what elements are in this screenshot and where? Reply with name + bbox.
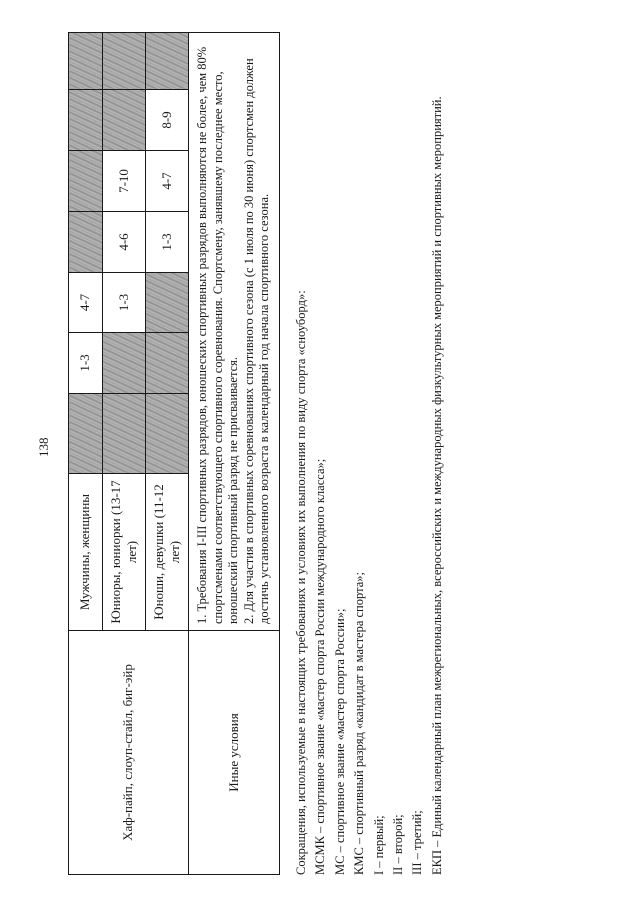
condition-2: 2. Для участия в спортивных соревнованиях спортивного сезона (с 1 июля по 30 июня) спортсмен должен достичь установленного возраста в календарный год начала спортивного сезона.: [241, 58, 272, 624]
value-cell: 4-7: [146, 151, 189, 212]
note-item: ЕКП – Единый календарный план межрегиональных, всероссийских и международных физкультурных мероприятий и спортивных мероприятий.: [429, 96, 444, 875]
value-cell: 8-9: [146, 90, 189, 151]
value-cell: [69, 151, 103, 212]
value-cell: [69, 33, 103, 90]
value-cell: [103, 33, 146, 90]
note-item: I – первый;: [371, 815, 386, 875]
page-number: 138: [36, 437, 51, 457]
value-cell: [146, 394, 189, 474]
discipline-cell: Хаф-пайп, слоуп-стайл, биг-эйр: [69, 631, 189, 875]
note-item: МС – спортивное звание «мастер спорта России»;: [332, 608, 347, 875]
value-cell: [146, 333, 189, 394]
value-cell: [69, 212, 103, 273]
value-cell: 1-3: [146, 212, 189, 273]
other-conditions-label: Иные условия: [189, 631, 280, 875]
value-cell: [69, 394, 103, 474]
value-cell: 4-7: [69, 273, 103, 333]
value-cell: [103, 333, 146, 394]
note-item: II – второй;: [390, 814, 405, 875]
abbreviations-notes: [292, 30, 447, 875]
value-cell: [69, 90, 103, 151]
value-cell: [146, 33, 189, 90]
group-label: Юноши, девушки (11-12 лет): [146, 474, 189, 631]
value-cell: 4-6: [103, 212, 146, 273]
value-cell: 1-3: [103, 273, 146, 333]
notes-intro: Сокращения, используемые в настоящих требованиях и условиях их выполнения по виду спорта «сноуборд»:: [294, 290, 308, 875]
value-cell: [146, 273, 189, 333]
table-row: [189, 33, 280, 875]
value-cell: [103, 394, 146, 474]
condition-1: 1. Требования I-III спортивных разрядов, юношеских спортивных разрядов выполняются не более, чем 80% спортсменами соответствующего спортивного соревнования. Спортсмену, занявшему последнее место, юношеский спортивный разряд не присваивается.: [194, 46, 241, 624]
value-cell: [103, 90, 146, 151]
value-cell: 1-3: [69, 333, 103, 394]
conditions-cell: [189, 33, 280, 631]
note-item: III – третий;: [410, 810, 425, 875]
value-cell: 7-10: [103, 151, 146, 212]
norms-table: [68, 32, 280, 875]
note-item: КМС – спортивный разряд «кандидат в мастера спорта»;: [352, 572, 367, 875]
table-row: [69, 33, 103, 875]
group-label: Юниоры, юниорки (13-17 лет): [103, 474, 146, 631]
group-label: Мужчины, женщины: [69, 474, 103, 631]
note-item: МСМК – спортивное звание «мастер спорта России международного класса»;: [313, 458, 328, 875]
